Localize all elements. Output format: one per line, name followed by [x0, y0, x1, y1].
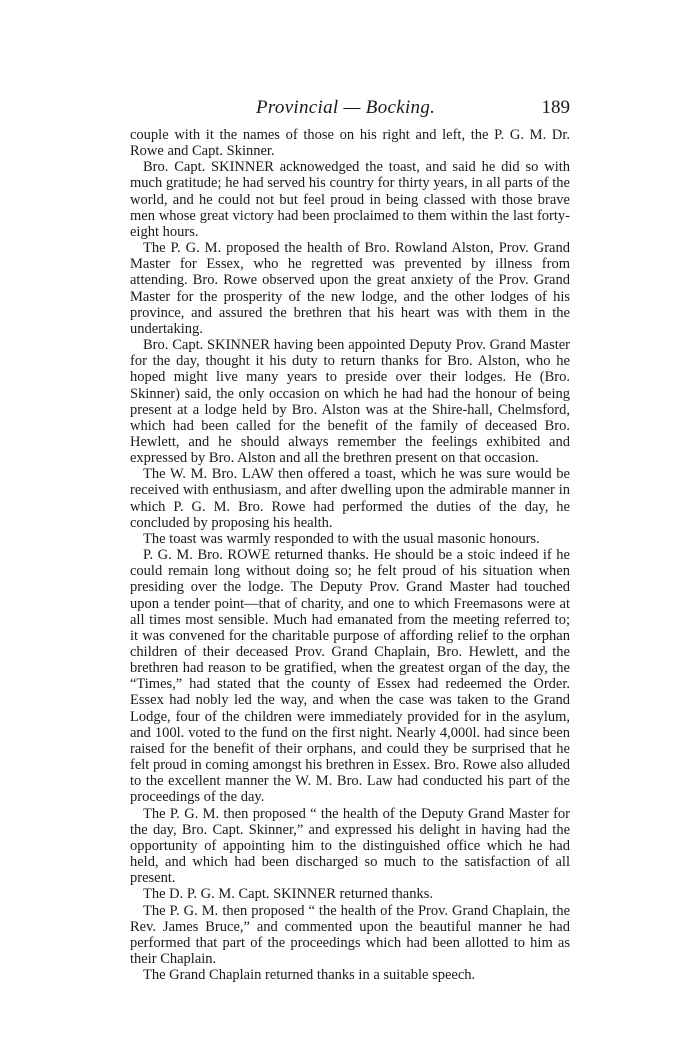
paragraph: The W. M. Bro. LAW then offered a toast, which he was sure would be received with enthusiasm, and after dwelling upon the admirable manner in which P. G. M. Bro. Rowe had performed the duties of the day, he concluded by proposing his health.: [130, 466, 570, 531]
paragraph: The D. P. G. M. Capt. SKINNER returned thanks.: [143, 886, 433, 903]
body-text: [130, 127, 570, 983]
page-number: 189: [541, 97, 570, 118]
paragraph: P. G. M. Bro. ROWE returned thanks. He should be a stoic indeed if he could remain long without doing so; he felt proud of his situation when presiding over the lodge. The Deputy Prov. Grand Master had touched upon a tender point—that of charity, and one to which Freemasons were at all times most sensible. Much had emanated from the meeting referred to; it was convened for the charitable purpose of affording relief to the orphan children of their deceased Prov. Grand Chaplain, Bro. Hewlett, and the brethren had reason to be gratified, when the greatest organ of the day, the “Times,” had stated that the county of Essex had redeemed the Order. Essex had nobly led the way, and when the case was taken to the Grand Lodge, four of the children were immediately provided for in the asylum, and 100l. voted to the fund on the first night. Nearly 4,000l. had since been raised for the benefit of their orphans, and could they be surprised that he felt proud in coming amongst his brethren in Essex. Bro. Rowe also alluded to the excellent manner the W. M. Bro. Law had conducted his part of the proceedings of the day.: [130, 547, 570, 806]
paragraph: Bro. Capt. SKINNER acknowedged the toast, and said he did so with much gratitude; he had served his country for thirty years, in all parts of the world, and he could not but feel proud in being classed with those brave men whose great victory had been proclaimed to them within the last forty-eight hours.: [130, 159, 570, 240]
paragraph: The P. G. M. then proposed “ the health of the Prov. Grand Chaplain, the Rev. James Bruce,” and commented upon the beautiful manner he had performed that part of the proceedings which had been allotted to him as their Chaplain.: [130, 902, 570, 967]
paragraph: The P. G. M. then proposed “ the health of the Deputy Grand Master for the day, Bro. Capt. Skinner,” and expressed his delight in having had the opportunity of appointing him to the distinguished office which he had held, and which had been discharged so much to the satisfaction of all present.: [130, 805, 570, 887]
running-head: [130, 97, 570, 125]
running-title: Provincial — Bocking.: [256, 97, 436, 118]
paragraph: couple with it the names of those on his right and left, the P. G. M. Dr. Rowe and Capt. Skinner.: [130, 127, 570, 160]
paragraph: Bro. Capt. SKINNER having been appointed Deputy Prov. Grand Master for the day, thought it his duty to return thanks for Bro. Alston, who he hoped might live many years to preside over their lodges. He (Bro. Skinner) said, the only occasion on which he had had the honour of being present at a lodge held by Bro. Alston was at the Shire-hall, Chelmsford, which had been called for the benefit of the family of deceased Bro. Hewlett, and he should always remember the feelings exhibited and expressed by Bro. Alston and all the brethren present on that occasion.: [130, 337, 570, 467]
paragraph: The toast was warmly responded to with the usual masonic honours.: [143, 530, 540, 547]
paragraph: The P. G. M. proposed the health of Bro. Rowland Alston, Prov. Grand Master for Essex, who he regretted was prevented by illness from attending. Bro. Rowe observed upon the great anxiety of the Prov. Grand Master for the prosperity of the new lodge, and the other lodges of his province, and assured the brethren that his heart was with them in the undertaking.: [130, 240, 570, 337]
paragraph: The Grand Chaplain returned thanks in a suitable speech.: [143, 967, 476, 984]
